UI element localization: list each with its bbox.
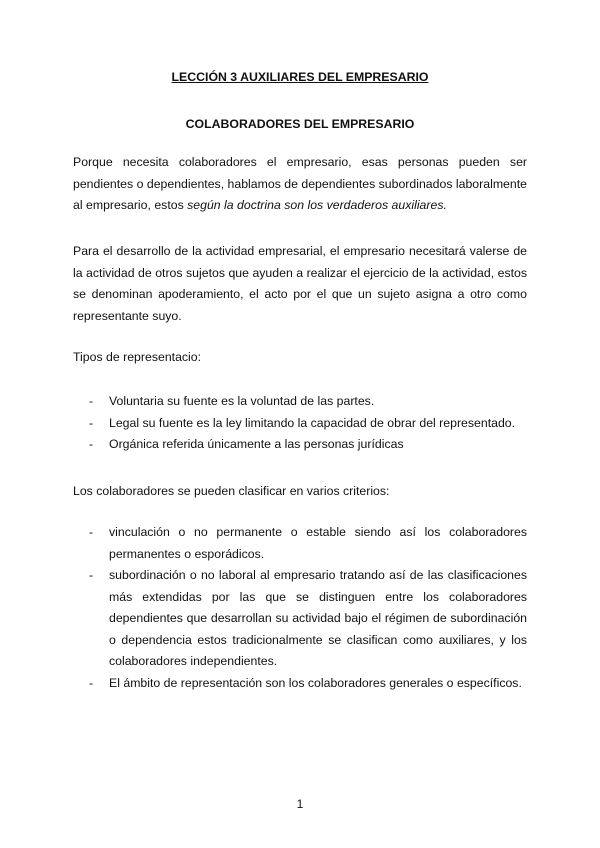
- paragraph-colaboradores-italic: según la doctrina son los verdaderos auxiliares.: [187, 198, 447, 212]
- paragraph-colaboradores-text: Porque necesita colaboradores el empresario, esas personas pueden ser pendientes o dependientes, hablamos de dependientes subordinados laboralmente al empresario, estos: [73, 155, 527, 212]
- list-tipos-representacion: [73, 391, 527, 456]
- dash-bullet: -: [89, 437, 94, 451]
- list-item: - Orgánica referida únicamente a las personas jurídicas: [73, 434, 527, 456]
- page-number: 1: [296, 797, 304, 811]
- dash-bullet: -: [89, 415, 94, 430]
- paragraph-colaboradores: [73, 152, 527, 217]
- list-item: - Legal su fuente es la ley limitando la capacidad de obrar del representado.: [73, 413, 527, 435]
- section-subtitle: COLABORADORES DEL EMPRESARIO: [185, 117, 415, 131]
- list-criterios: [73, 522, 527, 694]
- paragraph-tipos-representacion: Tipos de representacio:: [73, 350, 202, 364]
- list-item: - vinculación o no permanente o estable siendo así los colaboradores permanentes o esporádicos.: [73, 522, 527, 565]
- dash-bullet: -: [89, 394, 94, 408]
- dash-bullet: -: [89, 525, 94, 539]
- dash-bullet: -: [89, 568, 94, 582]
- lesson-title: LECCIÓN 3 AUXILIARES DEL EMPRESARIO: [171, 70, 429, 84]
- list-item: - Voluntaria su fuente es la voluntad de las partes.: [73, 391, 527, 413]
- paragraph-apoderamiento: Para el desarrollo de la actividad empresarial, el empresario necesitará valerse de la actividad de otros sujetos que ayuden a realizar el ejercicio de la actividad, estos se denominan apoderamiento, el acto por el que un sujeto asigna a otro como representante suyo.: [73, 244, 527, 323]
- list-item: - subordinación o no laboral al empresario tratando así de las clasificaciones más extendidas por las que se distinguen entre los colaboradores dependientes que desarrollan su actividad bajo el régimen de subordinación o dependencia estos tradicionalmente se clasifican como auxiliares, y los colaboradores independientes.: [73, 565, 527, 673]
- dash-bullet: -: [89, 675, 94, 690]
- paragraph-criterios: Los colaboradores se pueden clasificar en varios criterios:: [73, 484, 390, 498]
- list-item: - El ámbito de representación son los colaboradores generales o específicos.: [73, 673, 527, 695]
